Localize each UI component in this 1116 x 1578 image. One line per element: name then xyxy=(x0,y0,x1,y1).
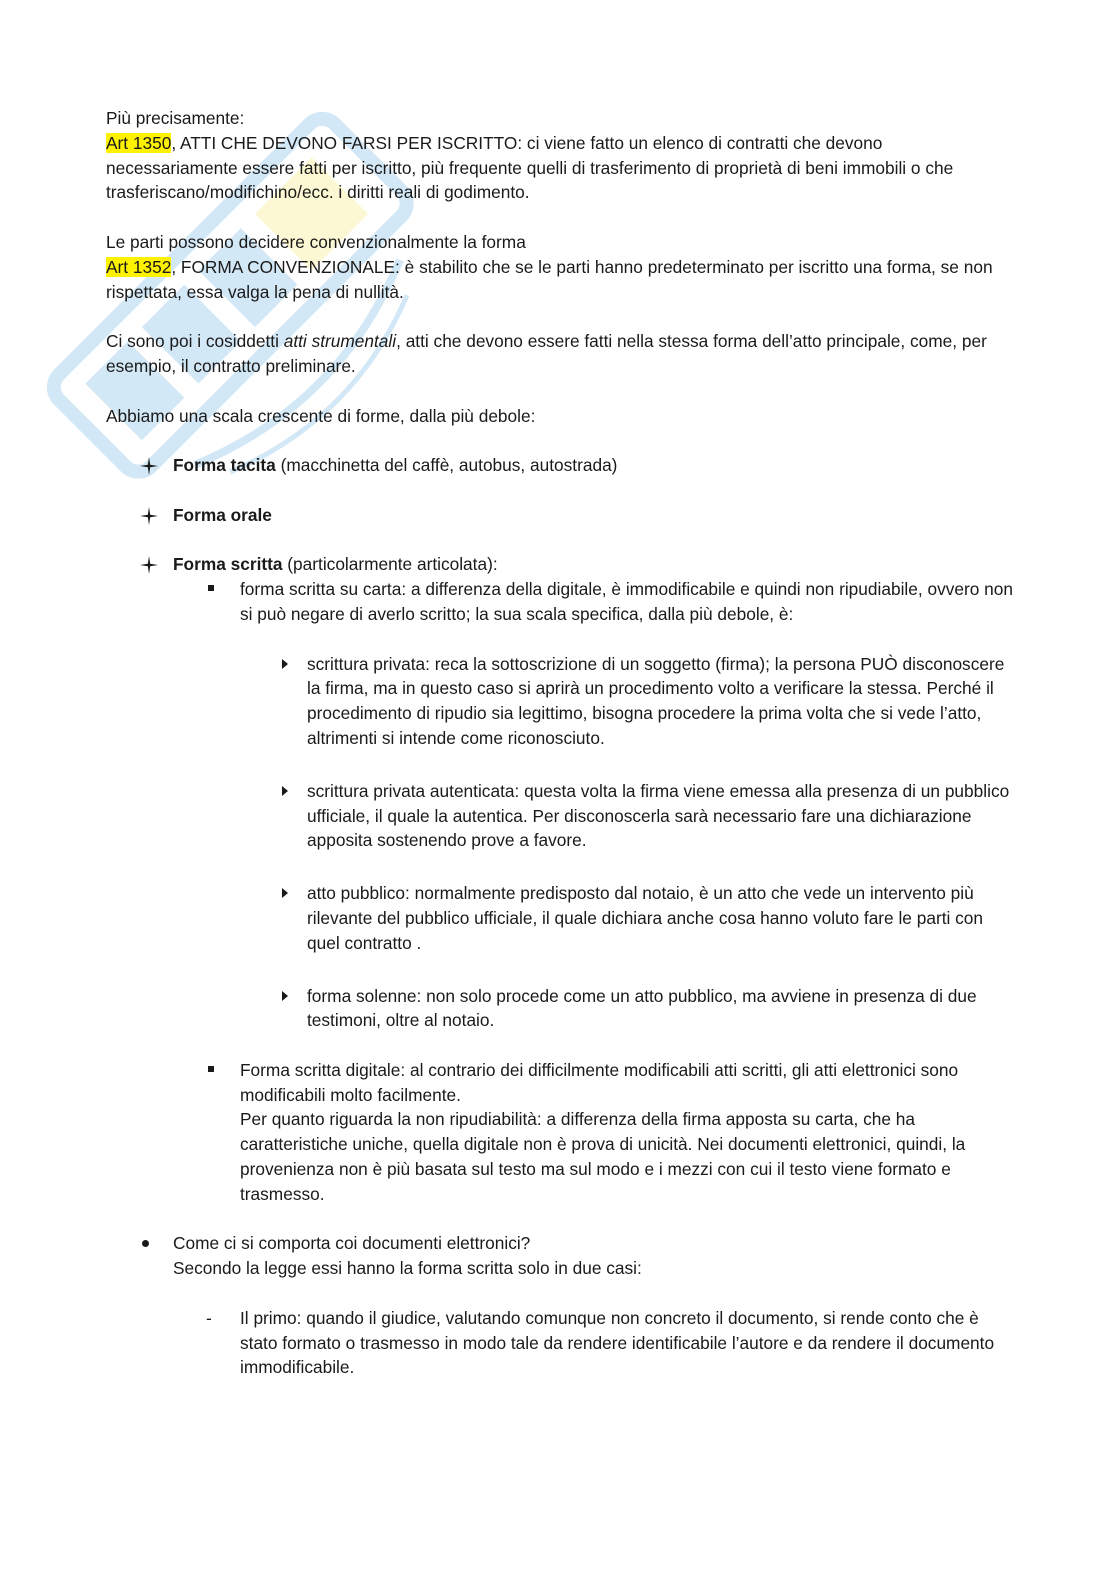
art-1352-paragraph xyxy=(106,255,1016,305)
scala-line: Abbiamo una scala crescente di forme, dalla più debole: xyxy=(106,405,536,426)
list-item-scrittura-autenticata: scrittura privata autenticata: questa volta la firma viene emessa alla presenza di un pubblico ufficiale, il quale la autentica. Per disconoscerla sarà necessario fare una dichiarazione apposita sostenendo prove a favore. xyxy=(106,779,1016,853)
triangle-bullet-icon xyxy=(282,888,288,898)
dash-bullet: - xyxy=(206,1307,212,1328)
list-item-documenti-elettronici: Come ci si comporta coi documenti elettronici? xyxy=(106,1231,1016,1256)
art-1352-highlight: Art 1352 xyxy=(106,256,172,277)
four-point-star-bullet-icon xyxy=(140,457,158,475)
art-1350-text: , ATTI CHE DEVONO FARSI PER ISCRITTO: ci viene fatto un elenco di contratti che devono necessariamente essere fatti per iscritto, più frequente quelli di trasferimento di proprietà di beni immobili o che trasferiscano/modifichino/ecc. i diritti reali di godimento. xyxy=(106,132,954,203)
list-item-forma-solenne: forma solenne: non solo procede come un atto pubblico, ma avviene in presenza di due testimoni, oltre al notaio. xyxy=(106,984,1016,1034)
elettronici-answer: Secondo la legge essi hanno la forma scritta solo in due casi: xyxy=(173,1258,642,1279)
list-item-forma-tacita: Forma tacita (macchinetta del caffè, autobus, autostrada) xyxy=(106,453,1016,478)
list-item-forma-carta: forma scritta su carta: a differenza della digitale, è immodificabile e quindi non ripudiabile, ovvero non si può negare di averlo scritto; la sua scala specifica, dalla più debole, è: xyxy=(106,577,1016,627)
list-item-forma-digitale: Forma scritta digitale: al contrario dei difficilmente modificabili atti scritti, gli atti elettronici sono modificabili molto facilmente. xyxy=(106,1058,1016,1108)
list-item-forma-orale: Forma orale xyxy=(106,503,1016,528)
art-1352-text: , FORMA CONVENZIONALE: è stabilito che se le parti hanno predeterminato per iscritto una forma, se non rispettata, essa valga la pena di nullità. xyxy=(106,256,993,302)
list-item-forma-scritta: Forma scritta (particolarmente articolata): xyxy=(106,552,1016,577)
list-item-primo-caso: - Il primo: quando il giudice, valutando comunque non concreto il documento, si rende conto che è stato formato o trasmesso in modo tale da rendere identificabile l’autore e da rendere il documento immodificabile. xyxy=(206,1307,995,1378)
round-bullet-icon xyxy=(142,1240,149,1247)
list-item-scrittura-privata: scrittura privata: reca la sottoscrizione di un soggetto (firma); la persona PUÒ disconoscere la firma, ma in questo caso si aprirà un procedimento volto a verificare la stessa. Perché il procedimento di ripudio sia legittimo, bisogna procedere la prima volta che si vede l’atto, altrimenti si intende come riconosciuto. xyxy=(106,652,1016,751)
strumentali-paragraph: Ci sono poi i cosiddetti atti strumentali, atti che devono essere fatti nella stessa forma dell’atto principale, come, per esempio, il contratto preliminare. xyxy=(106,331,987,376)
art-1350-highlight: Art 1350 xyxy=(106,132,172,153)
list-item-atto-pubblico: atto pubblico: normalmente predisposto dal notaio, è un atto che vede un intervento più rilevante del pubblico ufficiale, il quale dichiara anche cosa hanno voluto fare le parti con quel contratto . xyxy=(106,881,1016,955)
art-1350-paragraph xyxy=(106,131,1016,205)
digitale-continuation: Per quanto riguarda la non ripudiabilità: a differenza della firma apposta su carta, che ha caratteristiche uniche, quella digitale non è prova di unicità. Nei documenti elettronici, quindi, la provenienza non è più basata sul testo ma sul modo e i mezzi con cui il testo viene formato e trasmesso. xyxy=(240,1109,966,1204)
parti-line: Le parti possono decidere convenzionalmente la forma xyxy=(106,231,526,252)
triangle-bullet-icon xyxy=(282,786,288,796)
document-body xyxy=(106,106,1016,1380)
square-bullet-icon xyxy=(208,585,214,591)
four-point-star-bullet-icon xyxy=(140,556,158,574)
triangle-bullet-icon xyxy=(282,991,288,1001)
triangle-bullet-icon xyxy=(282,659,288,669)
square-bullet-icon xyxy=(208,1066,214,1072)
atti-strumentali-term: atti strumentali xyxy=(283,331,397,352)
four-point-star-bullet-icon xyxy=(140,507,158,525)
intro-line: Più precisamente: xyxy=(106,108,245,128)
